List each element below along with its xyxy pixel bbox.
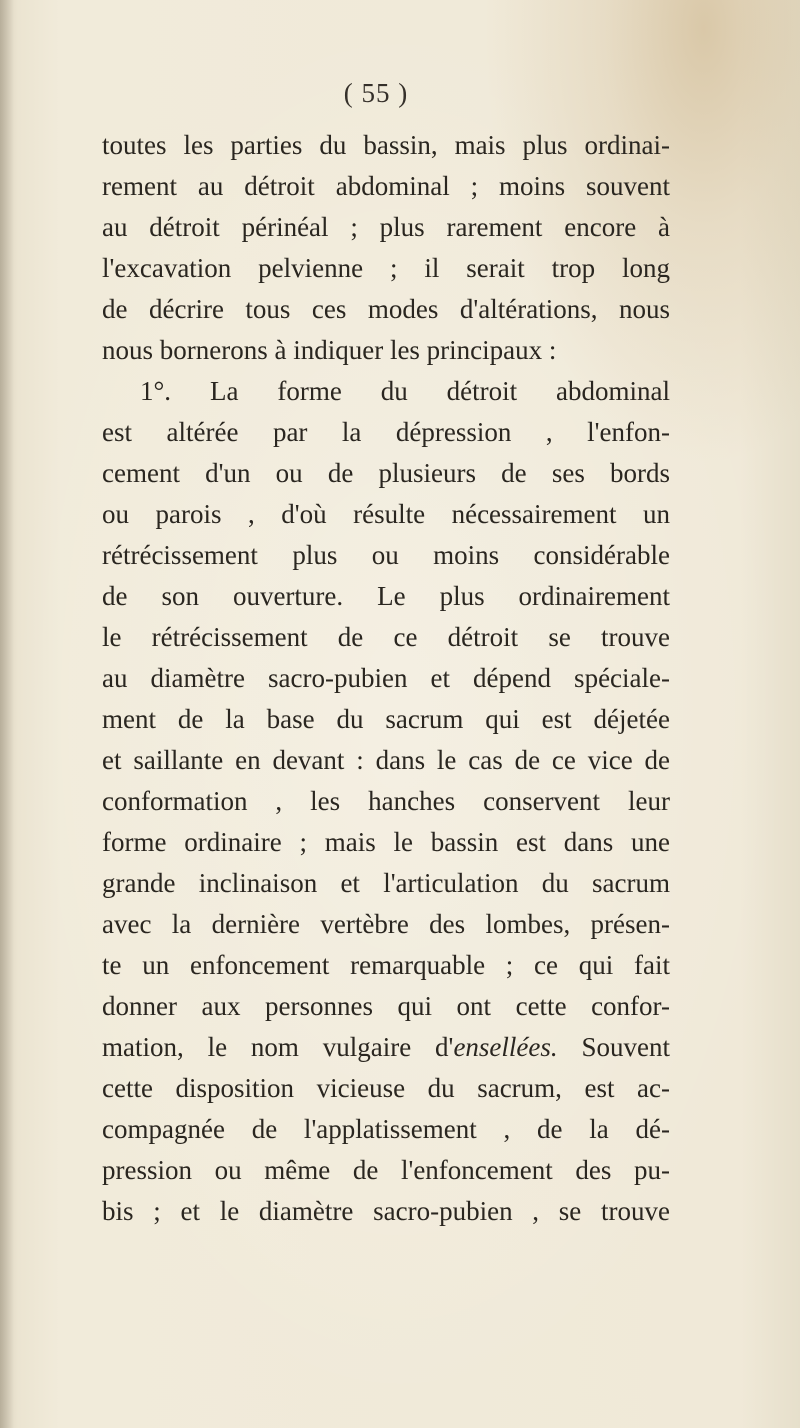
text-line: de son ouverture. Le plus ordinairement	[102, 581, 670, 611]
text-line: grande inclinaison et l'articulation du sacrum	[102, 868, 670, 898]
text-line: de décrire tous ces modes d'altérations, nous	[102, 294, 670, 324]
text-line: 1°. La forme du détroit abdominal	[140, 376, 670, 406]
body-text	[102, 125, 670, 1232]
text-line: conformation , les hanches conservent leur	[102, 786, 670, 816]
text-segment: mation, le nom vulgaire d'	[102, 1032, 454, 1062]
text-line: et saillante en devant : dans le cas de ce vice de	[102, 745, 670, 775]
text-line: forme ordinaire ; mais le bassin est dans une	[102, 827, 670, 857]
binding-shadow	[0, 0, 14, 1428]
text-line: rétrécissement plus ou moins considérable	[102, 540, 670, 570]
text-line: nous bornerons à indiquer les principaux :	[102, 335, 557, 365]
text-line: cette disposition vicieuse du sacrum, est ac-	[102, 1073, 670, 1103]
text-line: bis ; et le diamètre sacro-pubien , se trouve	[102, 1196, 670, 1226]
text-line-with-italic	[102, 1027, 670, 1068]
text-line: avec la dernière vertèbre des lombes, présen-	[102, 909, 670, 939]
text-line: ment de la base du sacrum qui est déjetée	[102, 704, 670, 734]
text-line: rement au détroit abdominal ; moins souvent	[102, 171, 670, 201]
text-line: te un enfoncement remarquable ; ce qui fait	[102, 950, 670, 980]
text-line: compagnée de l'applatissement , de la dé-	[102, 1114, 670, 1144]
text-line: est altérée par la dépression , l'enfon-	[102, 417, 670, 447]
text-line: le rétrécissement de ce détroit se trouve	[102, 622, 670, 652]
page-number: ( 55 )	[343, 78, 409, 108]
text-line: au détroit périnéal ; plus rarement encore à	[102, 212, 670, 242]
text-line: ou parois , d'où résulte nécessairement un	[102, 499, 670, 529]
text-line: au diamètre sacro-pubien et dépend spéciale-	[102, 663, 670, 693]
text-segment: Souvent	[557, 1032, 670, 1062]
text-line: l'excavation pelvienne ; il serait trop long	[102, 253, 670, 283]
text-line: pression ou même de l'enfoncement des pu-	[102, 1155, 670, 1185]
text-line: cement d'un ou de plusieurs de ses bords	[102, 458, 670, 488]
text-line: donner aux personnes qui ont cette confor-	[102, 991, 670, 1021]
text-line: toutes les parties du bassin, mais plus ordinai-	[102, 130, 670, 160]
italic-term: ensellées.	[453, 1032, 558, 1062]
